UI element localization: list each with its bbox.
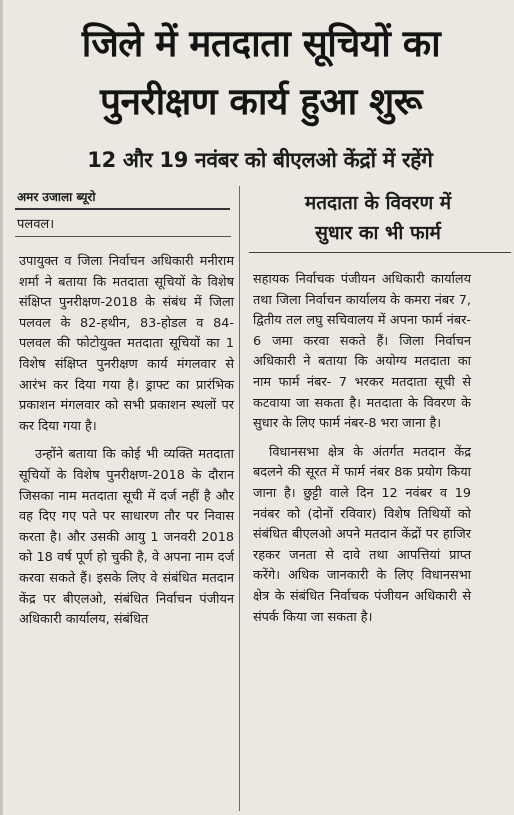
byline: अमर उजाला ब्यूरो <box>17 190 96 204</box>
headline-line-2: पुनरीक्षण कार्य हुआ शुरू <box>99 80 423 123</box>
box-heading-line-1: मतदाता के विवरण में <box>304 192 452 214</box>
column-divider <box>239 186 240 811</box>
dateline-divider <box>15 236 231 237</box>
column-1-paragraph-1: उपायुक्त व जिला निर्वाचन अधिकारी मनीराम शर्मा ने बताया कि मतदाता सूचियों के विशेष संक्षिप्त पुनरीक्षण-2018 के संबंध में जिला पलवल के 82-हथीन, 83-होडल व 84-पलवल की फोटोयुक्त मतदाता सूचियों का 1 विशेष संक्षिप्त पुनरीक्षण कार्य मंगलवार से आरंभ कर दिया गया है। ड्राफ्ट का प्रारंभिक प्रकाशन मंगलवार को सभी प्रकाशन स्थलों पर कर दिया गया है। <box>19 254 234 434</box>
article-column-1 <box>19 252 234 631</box>
dateline: पलवल। <box>17 217 55 232</box>
column-2-paragraph-2: विधानसभा क्षेत्र के अंतर्गत मतदान केंद्र बदलने की सूरत में फार्म नंबर 8क प्रयोग किया जाना है। छुट्टी वाले दिन 12 नवंबर व 19 नवंबर को (दोनों रविवार) विशेष तिथियों को संबंधित बीएलओ अपने मतदान केंद्रों पर हाजिर रहकर जनता से दावे तथा आपत्तियां प्राप्त करेंगे। अधिक जानकारी के लिए विधानसभा क्षेत्र के संबंधित निर्वाचक पंजीयन अधिकारी से संपर्क किया जा सकता है। <box>253 444 471 625</box>
box-heading-line-2: सुधार का भी फार्म <box>315 222 441 244</box>
byline-divider <box>15 208 230 210</box>
column-1-paragraph-2: उन्होंने बताया कि कोई भी व्यक्ति मतदाता सूचियों के विशेष पुनरीक्षण-2018 के दौरान जिसका नाम मतदाता सूची में दर्ज नहीं है और वह दिए गए पते पर साधारण तौर पर निवास करता है। और उसकी आयु 1 जनवरी 2018 को 18 वर्ष पूर्ण हो चुकी है, वे अपना नाम दर्ज करवा सकते हैं। इसके लिए वे संबंधित मतदान केंद्र पर बीएलओ, संबंधित निर्वाचन पंजीयन अधिकारी कार्यालय, संबंधित <box>19 447 234 628</box>
box-heading-divider <box>249 252 511 253</box>
article-column-2 <box>253 270 471 628</box>
box-heading <box>253 188 503 248</box>
column-2-paragraph-1: सहायक निर्वाचक पंजीयन अधिकारी कार्यालय तथा जिला निर्वाचन कार्यालय के कमरा नंबर 7, द्वितीय तल लघु सचिवालय में अपना फार्म नंबर- 6 जमा करवा सकते हैं। जिला निर्वाचन अधिकारी ने बताया कि अयोग्य मतदाता का नाम फार्म नंबर- 7 भरकर मतदाता सूची से कटवाया जा सकता है। मतदाता के विवरण के सुधार के लिए फार्म नंबर-8 भरा जाना है। <box>253 272 471 432</box>
subheadline: 12 और 19 नवंबर को बीएलओ केंद्रों में रहेंगे <box>87 148 433 172</box>
headline-line-1: जिले में मतदाता सूचियों का <box>81 22 441 65</box>
